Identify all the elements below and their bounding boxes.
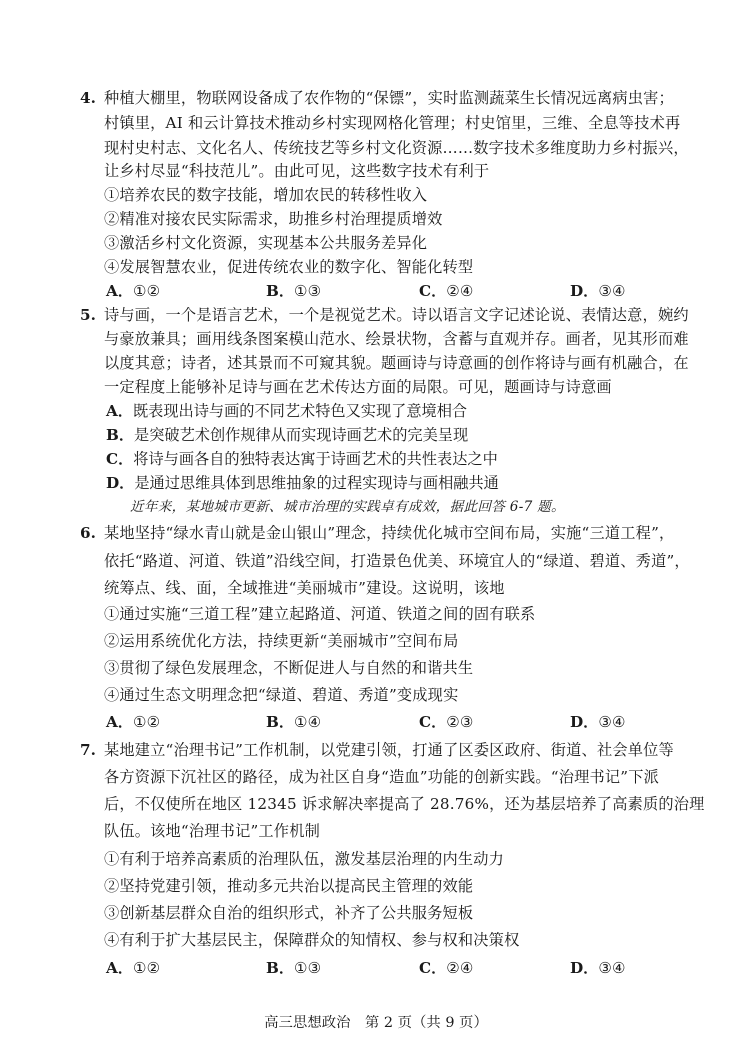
option-label: A．	[106, 402, 133, 420]
option-a[interactable]	[106, 401, 467, 421]
question-stem-line: 种植大棚里，物联网设备成了农作物的“保镖”，实时监测蔬菜生长情况远离病虫害；	[104, 89, 674, 107]
option-b[interactable]	[266, 712, 321, 732]
question-stem-line: 队伍。该地“治理书记”工作机制	[104, 822, 320, 840]
question-stem-line: 一定程度上能够补足诗与画在艺术传达方面的局限。可见，题画诗与诗意画	[104, 378, 612, 396]
question-stem-line: 以度其意；诗者，述其景而不可窥其貌。题画诗与诗意画的创作将诗与画有机融合，在	[104, 354, 689, 372]
question-stem-line: 各方资源下沉社区的路径，成为社区自身“造血”功能的创新实践。“治理书记”下派	[104, 768, 660, 786]
option-d[interactable]	[106, 473, 499, 493]
option-label: C．	[419, 713, 447, 731]
option-label: B．	[266, 713, 295, 731]
question-stem-line: 统筹点、线、面，全域推进“美丽城市”建设。这说明，该地	[104, 579, 505, 597]
option-label: C．	[419, 959, 447, 977]
option-label: C．	[419, 282, 447, 300]
option-b[interactable]	[266, 958, 321, 978]
option-text: ①②	[132, 959, 161, 977]
question-stem-line: 村镇里，AI 和云计算技术推动乡村实现网格化管理；村史馆里，三维、全息等技术再	[104, 114, 681, 132]
option-text: ②④	[446, 959, 474, 977]
option-label: A．	[106, 959, 133, 977]
option-label: D．	[106, 474, 135, 492]
option-label: D．	[570, 959, 599, 977]
option-c[interactable]	[419, 281, 474, 301]
page-footer: 高三思想政治 第 2 页（共 9 页）	[264, 1015, 488, 1031]
section-intro-note: 近年来，某地城市更新、城市治理的实践卓有成效，据此回答 6-7 题。	[130, 499, 565, 515]
option-label: B．	[266, 959, 295, 977]
question-stem-line: 某地建立“治理书记”工作机制，以党建引领，打通了区委区政府、街道、社会单位等	[104, 741, 674, 759]
statement: ①有利于培养高素质的治理队伍，激发基层治理的内生动力	[104, 850, 505, 868]
question-stem-line: 现村史村志、文化名人、传统技艺等乡村文化资源……数字技术多维度助力乡村振兴，	[104, 139, 689, 157]
question-stem-line: 与豪放兼具；画用线条图案模山范水、绘景状物，含蓄与直观并存。画者，见其形而难	[104, 330, 689, 348]
question-number: 6.	[80, 524, 96, 542]
option-a[interactable]	[106, 958, 160, 978]
option-label: C．	[106, 450, 134, 468]
statement: ④通过生态文明理念把“绿道、碧道、秀道”变成现实	[104, 686, 459, 704]
statement: ①通过实施“三道工程”建立起路道、河道、铁道之间的固有联系	[104, 605, 536, 623]
option-b[interactable]	[106, 425, 468, 445]
option-d[interactable]	[570, 958, 626, 978]
statement: ③激活乡村文化资源，实现基本公共服务差异化	[104, 234, 428, 252]
option-label: D．	[570, 282, 599, 300]
option-c[interactable]	[419, 958, 474, 978]
option-d[interactable]	[570, 712, 626, 732]
option-b[interactable]	[266, 281, 321, 301]
option-c[interactable]	[106, 449, 498, 469]
option-d[interactable]	[570, 281, 626, 301]
question-stem-line: 依托“路道、河道、铁道”沿线空间，打造景色优美、环境宜人的“绿道、碧道、秀道”，	[104, 552, 690, 570]
option-text: ①③	[294, 959, 322, 977]
option-label: B．	[266, 282, 295, 300]
option-label: B．	[106, 426, 135, 444]
option-text: ②③	[446, 713, 474, 731]
question-stem-line: 让乡村尽显“科技范儿”。由此可见，这些数字技术有利于	[104, 162, 490, 180]
statement: ④发展智慧农业，促进传统农业的数字化、智能化转型	[104, 258, 474, 276]
question-stem-line: 诗与画，一个是语言艺术，一个是视觉艺术。诗以语言文字记述论说、表情达意，婉约	[104, 306, 689, 324]
option-text: ①③	[294, 282, 322, 300]
option-text: 将诗与画各自的独特表达寓于诗画艺术的共性表达之中	[133, 450, 498, 468]
option-label: D．	[570, 713, 599, 731]
statement: ②坚持党建引领，推动多元共治以提高民主管理的效能	[104, 877, 474, 895]
question-stem-line: 某地坚持“绿水青山就是金山银山”理念，持续优化城市空间布局，实施“三道工程”，	[104, 524, 675, 542]
statement: ④有利于扩大基层民主，保障群众的知情权、参与权和决策权	[104, 931, 520, 949]
question-stem-line: 后，不仅使所在地区 12345 诉求解决率提高了 28.76%，还为基层培养了高素质的治理	[104, 795, 705, 813]
statement: ②运用系统优化方法，持续更新“美丽城市”空间布局	[104, 632, 459, 650]
option-text: ①②	[132, 713, 161, 731]
option-text: ①④	[294, 713, 322, 731]
option-text: ③④	[598, 713, 626, 731]
statement: ③贯彻了绿色发展理念，不断促进人与自然的和谐共生	[104, 659, 474, 677]
option-text: 是突破艺术创作规律从而实现诗画艺术的完美呈现	[134, 426, 469, 444]
option-text: ①②	[132, 282, 161, 300]
option-a[interactable]	[106, 281, 160, 301]
statement: ①培养农民的数字技能，增加农民的转移性收入	[104, 186, 428, 204]
question-number: 5.	[80, 306, 96, 324]
statement: ②精准对接农民实际需求，助推乡村治理提质增效	[104, 210, 443, 228]
option-label: A．	[106, 713, 133, 731]
question-number: 7.	[80, 741, 96, 759]
question-number: 4.	[80, 89, 96, 107]
option-text: ③④	[598, 959, 626, 977]
option-label: A．	[106, 282, 133, 300]
option-a[interactable]	[106, 712, 160, 732]
option-text: ③④	[598, 282, 626, 300]
option-text: 既表现出诗与画的不同艺术特色又实现了意境相合	[132, 402, 468, 420]
option-c[interactable]	[419, 712, 474, 732]
option-text: ②④	[446, 282, 474, 300]
statement: ③创新基层群众自治的组织形式，补齐了公共服务短板	[104, 904, 474, 922]
option-text: 是通过思维具体到思维抽象的过程实现诗与画相融共通	[134, 474, 499, 492]
